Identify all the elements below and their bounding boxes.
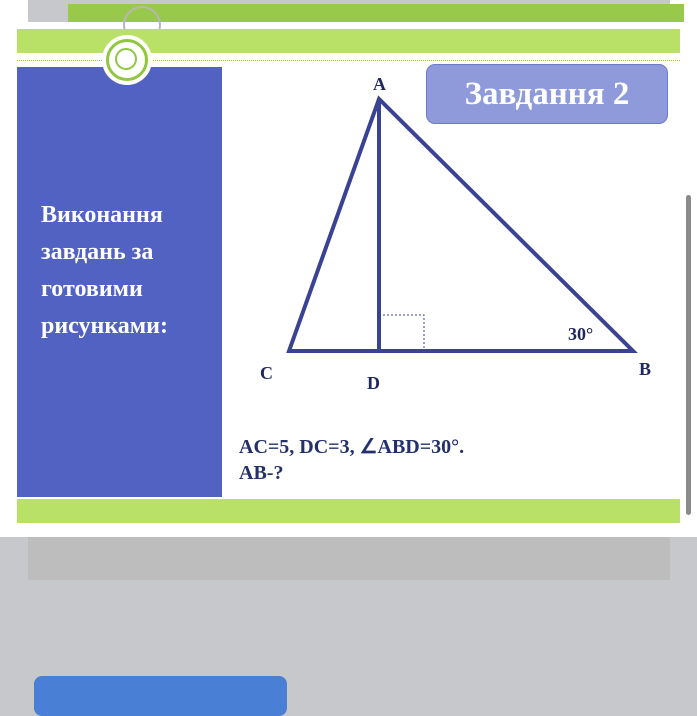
problem-given: AC=5, DC=3, ∠ABD=30°. bbox=[239, 436, 465, 458]
slide-bottom-bar bbox=[17, 499, 680, 523]
left-text-line-3: готовими bbox=[41, 276, 143, 302]
left-text-line-4: рисунками: bbox=[41, 313, 168, 339]
task-title: Завдання 2 bbox=[464, 76, 630, 112]
vertex-label-d: D bbox=[367, 373, 380, 393]
vertex-label-c: C bbox=[260, 363, 273, 383]
content-separator bbox=[28, 537, 670, 580]
left-text-line-2: завдань за bbox=[41, 239, 154, 265]
vertex-label-a: A bbox=[373, 74, 386, 94]
problem-question: AB-? bbox=[239, 462, 284, 484]
scrollbar[interactable] bbox=[686, 195, 691, 515]
triangle-abc bbox=[289, 99, 633, 351]
action-button[interactable] bbox=[34, 676, 287, 716]
right-angle-marker bbox=[379, 315, 424, 351]
left-text-line-1: Виконання bbox=[41, 202, 163, 228]
angle-label-b: 30° bbox=[568, 324, 594, 344]
vertex-label-b: B bbox=[639, 359, 652, 379]
slide-image bbox=[17, 29, 680, 523]
